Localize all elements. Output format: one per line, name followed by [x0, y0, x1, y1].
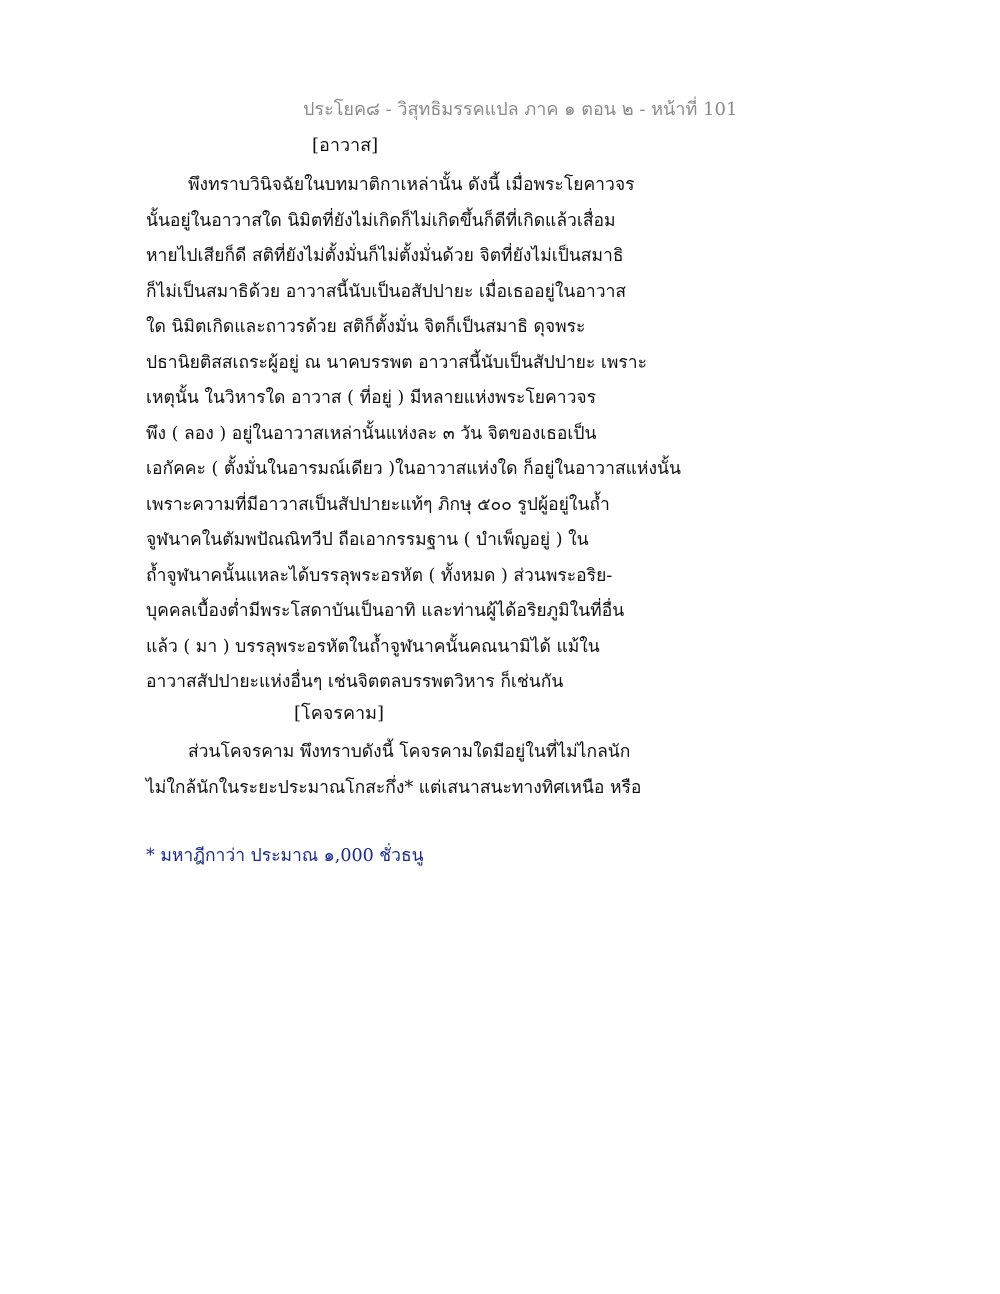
body-line: เอกัคคะ ( ตั้งมั่นในอารมณ์เดียว )ในอาวาสแห่งใด ก็อยู่ในอาวาสแห่งนั้น [146, 459, 681, 479]
running-header: ประโยค๘ - วิสุทธิมรรคแปล ภาค ๑ ตอน ๒ - หน้าที่ 101 [303, 99, 738, 120]
section-body-avasa [146, 168, 866, 701]
body-line: นั้นอยู่ในอาวาสใด นิมิตที่ยังไม่เกิดก็ไม่เกิดขึ้นก็ดีที่เกิดแล้วเสื่อม [146, 210, 616, 231]
body-line: ปธานิยติสสเถระผู้อยู่ ณ นาคบรรพต อาวาสนี้นับเป็นสัปปายะ เพราะ [146, 352, 648, 373]
body-line: พึงทราบวินิจฉัยในบทมาติกาเหล่านั้น ดังนี้ เมื่อพระโยคาวจร [188, 175, 635, 195]
body-line: จูฬนาคในตัมพปัณณิทวีป ถือเอากรรมฐาน ( บำเพ็ญอยู่ ) ใน [146, 530, 589, 550]
section-heading-avasa: [อาวาส] [312, 135, 379, 156]
section-heading-gocaragama: [โคจรคาม] [294, 703, 384, 724]
body-line: อาวาสสัปปายะแห่งอื่นๆ เช่นจิตตลบรรพตวิหาร ก็เช่นกัน [146, 672, 564, 692]
body-line: ไม่ใกล้นักในระยะประมาณโกสะกึ่ง* แต่เสนาสนะทางทิศเหนือ หรือ [146, 777, 642, 798]
body-line: ก็ไม่เป็นสมาธิด้วย อาวาสนี้นับเป็นอสัปปายะ เมื่อเธออยู่ในอาวาส [146, 281, 627, 302]
body-line: ใด นิมิตเกิดและถาวรด้วย สติก็ตั้งมั่น จิตก็เป็นสมาธิ ดุจพระ [146, 317, 586, 337]
body-line: เหตุนั้น ในวิหารใด อาวาส ( ที่อยู่ ) มีหลายแห่งพระโยคาวจร [146, 388, 597, 408]
body-line: หายไปเสียก็ดี สติที่ยังไม่ตั้งมั่นก็ไม่ตั้งมั่นด้วย จิตที่ยังไม่เป็นสมาธิ [146, 246, 624, 266]
footnote: * มหาฎีกาว่า ประมาณ ๑,000 ชั่วธนู [146, 846, 424, 866]
body-line: ส่วนโคจรคาม พึงทราบดังนี้ โคจรคามใดมีอยู่ในที่ไม่ไกลนัก [188, 742, 631, 762]
body-line: ถ้ำจูฬนาคนั้นแหละได้บรรลุพระอรหัต ( ทั้งหมด ) ส่วนพระอริย- [146, 565, 613, 586]
body-line: บุคคลเบื้องต่ำมีพระโสดาบันเป็นอาทิ และท่านผู้ได้อริยภูมิในที่อื่น [146, 601, 625, 621]
section-body-gocaragama [146, 735, 866, 806]
body-line: พึง ( ลอง ) อยู่ในอาวาสเหล่านั้นแห่งละ ๓ วัน จิตของเธอเป็น [146, 423, 597, 444]
body-line: แล้ว ( มา ) บรรลุพระอรหัตในถ้ำจูฬนาคนั้นคณนามิได้ แม้ใน [146, 636, 600, 657]
body-line: เพราะความที่มีอาวาสเป็นสัปปายะแท้ๆ ภิกษุ ๕๐๐ รูปผู้อยู่ในถ้ำ [146, 494, 610, 515]
